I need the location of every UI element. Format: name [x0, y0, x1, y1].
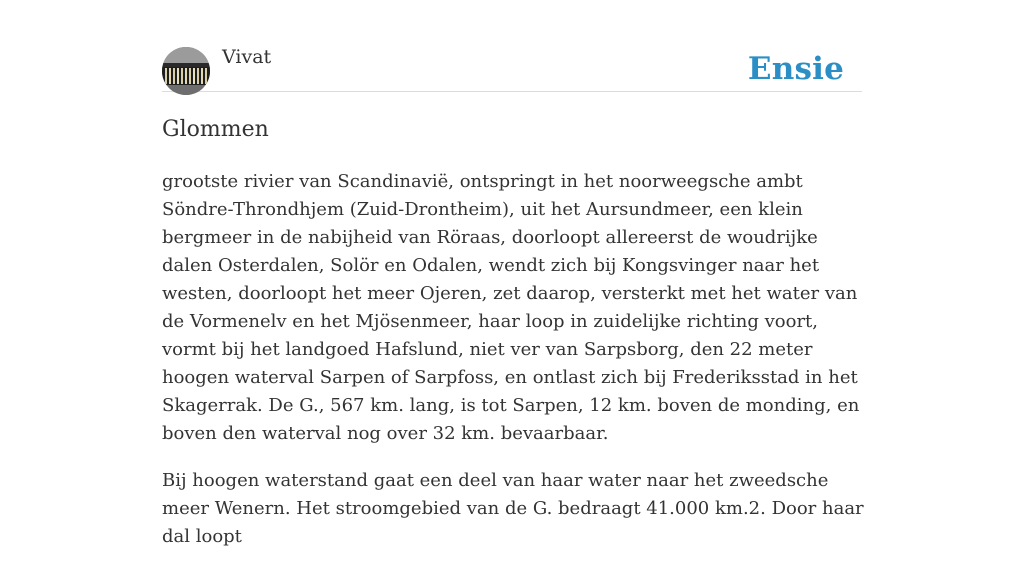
author-name-link[interactable]: Vivat: [222, 46, 272, 68]
article-paragraph: Bij hoogen waterstand gaat een deel van haar water naar het zweedsche meer Wenern. Het stroomgebied van de G. bedraagt 41.000 km.2. Door haar dal loopt: [162, 470, 864, 547]
article-body: [162, 168, 864, 570]
article-header: [162, 46, 862, 92]
ensie-logo[interactable]: Ensie: [747, 51, 844, 87]
article-paragraph: grootste rivier van Scandinavië, ontspringt in het noorweegsche ambt Söndre-Throndhjem (Zuid-Drontheim), uit het Aursundmeer, een klein bergmeer in de nabijheid van Röraas, doorloopt allereerst de woudrijke dalen Osterdalen, Solör en Odalen, wendt zich bij Kongsvinger naar het westen, doorloopt het meer Ojeren, zet daarop, versterkt met het water van de Vormenelv en het Mjösenmeer, haar loop in zuidelijke richting voort, vormt bij het landgoed Hafslund, niet ver van Sarpsborg, den 22 meter hoogen waterval Sarpen of Sarpfoss, en ontlast zich bij Frederiksstad in het Skagerrak. De G., 567 km. lang, is tot Sarpen, 12 km. boven de monding, en boven den waterval nog over 32 km. bevaarbaar.: [162, 171, 860, 444]
author-avatar[interactable]: [162, 47, 210, 95]
article-title: Glommen: [162, 117, 269, 142]
book-spines-avatar-icon: [162, 47, 210, 95]
